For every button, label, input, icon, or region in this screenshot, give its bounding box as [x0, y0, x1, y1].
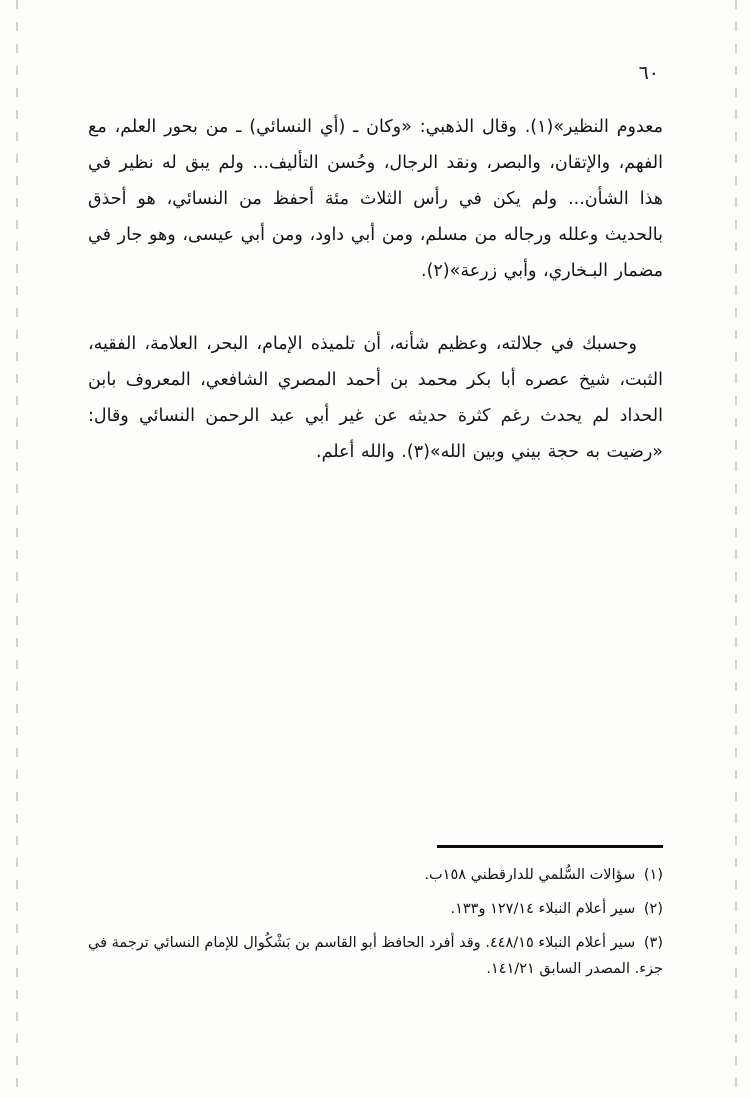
body-text	[88, 110, 663, 491]
scan-edge-marks-left	[16, 0, 18, 1097]
footnote-section	[88, 845, 663, 990]
paragraph-dhahabi-quote: معدوم النظير»(١). وقال الذهبي: «وكان ـ (أي النسائي) ـ من بحور العلم، مع الفهم، والإتقان، والبصر، ونقد الرجال، وحُسن التأليف... ولم يبق له نظير في هذا الشأن... ولم يكن في رأس الثلاث مئة أحفظ من النسائي، هو أحذق بالحديث وعلله ورجاله من مسلم، ومن أبي داود، ومن أبي عيسى، وهو جار في مضمار البـخاري، وأبي زرعة»(٢).	[88, 117, 663, 281]
paragraph-hasbuka: وحسبك في جلالته، وعظيم شأنه، أن تلميذه الإمام، البحر، العلامة، الفقيه، الثبت، شيخ عصره أبا بكر محمد بن أحمد المصري الشافعي، المعروف بابن الحداد لم يحدث رغم كثرة حديثه عن غير أبي عبد الرحمن النسائي وقال: «رضيت به حجة بيني وبين الله»(٣). والله أعلم.	[88, 334, 663, 462]
footnote-text: سير أعلام النبلاء ٤٤٨/١٥. وقد أفرد الحافظ أبو القاسم بن بَشْكُوال للإمام النسائي ترجمة في جزء. المصدر السابق ١٤١/٢١.	[88, 934, 663, 978]
footnote-item	[88, 896, 663, 923]
footnote-item	[88, 862, 663, 889]
footnote-marker: (١)	[643, 867, 663, 883]
footnote-separator-rule	[437, 845, 663, 848]
footnote-text: سؤالات السُّلمي للدارقطني ١٥٨ب.	[424, 867, 636, 883]
footnote-text: سير أعلام النبلاء ١٢٧/١٤ و١٣٣.	[450, 900, 636, 917]
page-number: ٦٠	[638, 62, 659, 84]
footnote-marker: (٣)	[643, 934, 663, 951]
scan-edge-marks-right	[735, 0, 737, 1097]
footnote-marker: (٢)	[643, 900, 663, 917]
paragraph-spacer	[88, 309, 663, 327]
footnote-item	[88, 930, 663, 984]
